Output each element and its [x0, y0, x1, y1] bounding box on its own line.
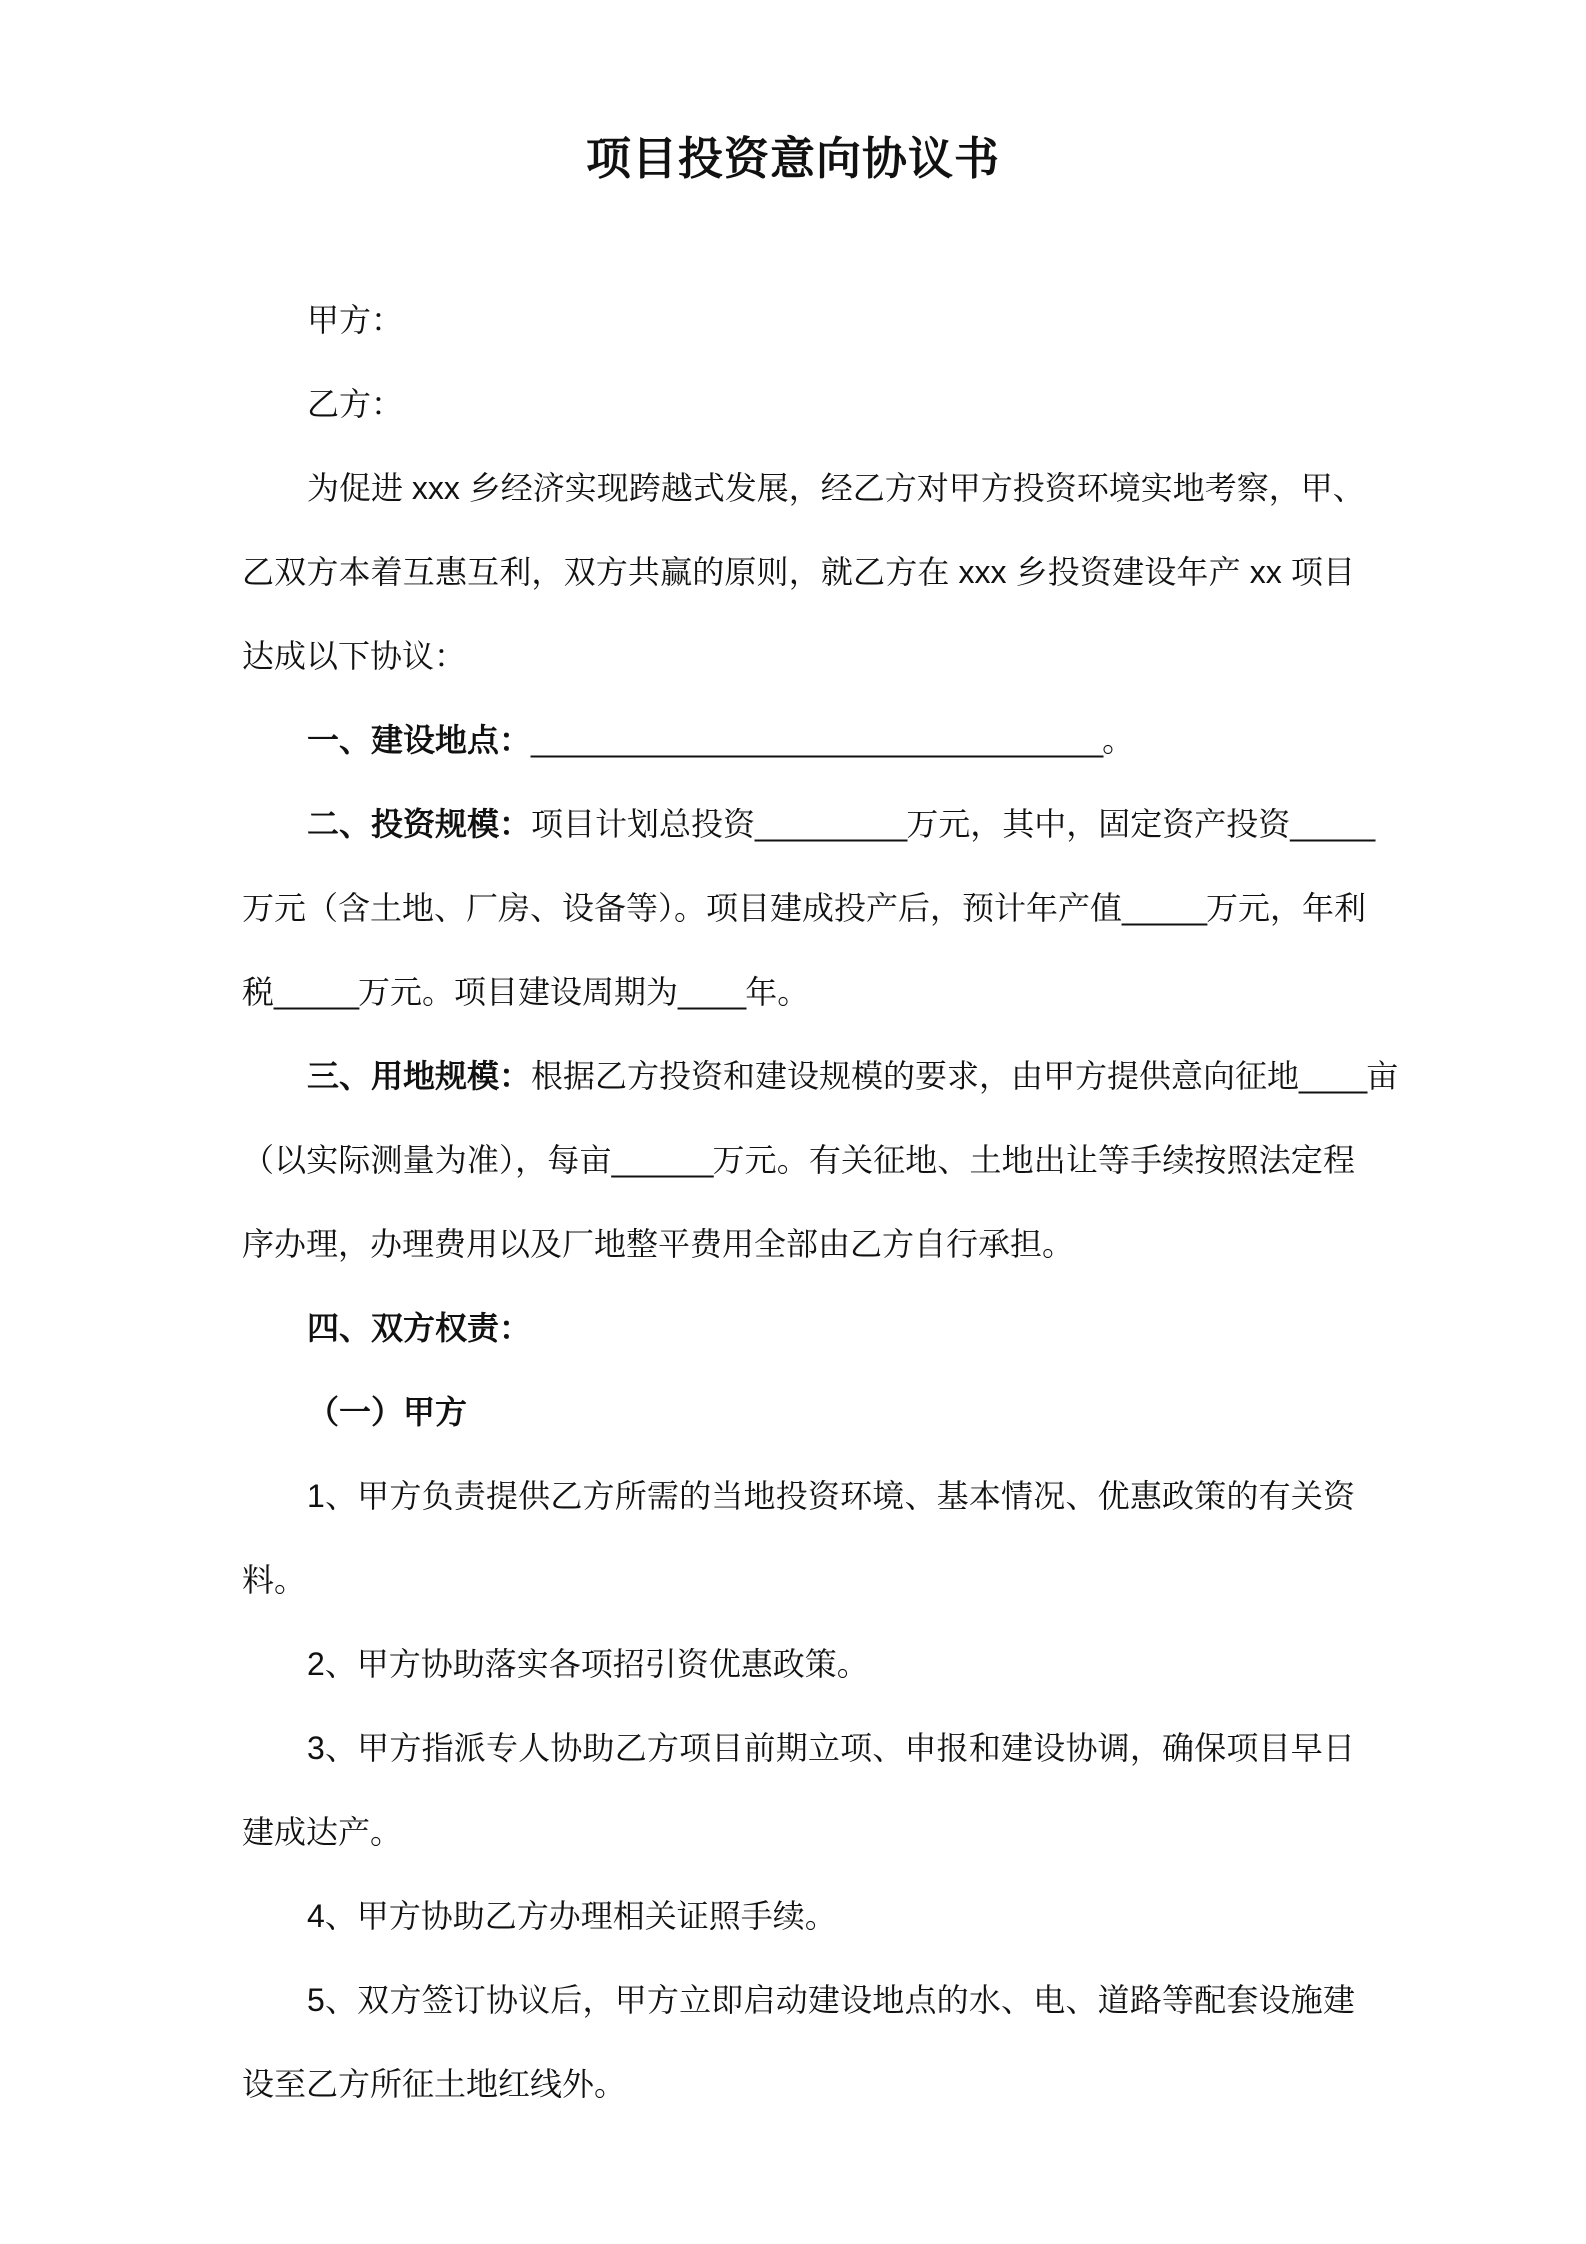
text-line — [242, 1622, 1355, 1706]
text-segment: 乙方： — [307, 386, 404, 422]
text-segment: 乙双方本着互惠互利，双方共赢的原则，就乙方在 xxx 乡投资建设年产 xx 项目 — [242, 554, 1355, 590]
fill-in-blank: __________________________________ — [531, 722, 1103, 758]
text-segment: 万元。有关征地、土地出让等手续按照法定程 — [712, 1142, 1355, 1178]
text-segment: 序办理，办理费用以及厂地整平费用全部由乙方自行承担。 — [242, 1226, 1075, 1262]
text-line — [242, 1034, 1399, 1118]
text-segment: 税 — [242, 974, 275, 1010]
section-heading: （一）甲方 — [307, 1394, 468, 1430]
document-title: 项目投资意向协议书 — [585, 133, 1000, 184]
text-segment: 万元，其中，固定资产投资 — [906, 806, 1291, 842]
text-line — [242, 1790, 1355, 1874]
text-line — [242, 1958, 1355, 2042]
text-segment: 1、甲方负责提供乙方所需的当地投资环境、基本情况、优惠政策的有关资 — [307, 1478, 1355, 1514]
text-segment: 年。 — [745, 974, 810, 1010]
text-segment: 万元（含土地、厂房、设备等）。项目建成投产后，预计年产值 — [242, 890, 1123, 926]
text-segment: 3、甲方指派专人协助乙方项目前期立项、申报和建设协调，确保项目早日 — [307, 1730, 1355, 1766]
text-segment: （以实际测量为准），每亩 — [242, 1142, 612, 1178]
text-line — [242, 530, 1355, 614]
fill-in-blank: _____ — [1290, 806, 1375, 842]
section-heading: 二、投资规模： — [307, 806, 532, 842]
text-segment: 项目计划总投资 — [531, 806, 756, 842]
fill-in-blank: _________ — [755, 806, 907, 842]
text-line — [242, 1370, 1355, 1454]
text-line — [242, 2042, 1355, 2126]
text-line — [242, 950, 1355, 1034]
text-line — [242, 698, 1355, 782]
text-segment: 料。 — [242, 1562, 307, 1598]
fill-in-blank: ____ — [678, 974, 746, 1010]
text-line — [242, 1118, 1355, 1202]
text-line — [242, 866, 1367, 950]
document-body — [242, 278, 1399, 2126]
text-segment: 为促进 xxx 乡经济实现跨越式发展，经乙方对甲方投资环境实地考察，甲、 — [307, 470, 1365, 506]
text-line — [242, 1706, 1355, 1790]
text-line — [242, 1454, 1355, 1538]
text-segment: 建成达产。 — [242, 1814, 403, 1850]
text-line — [242, 782, 1375, 866]
text-segment: 甲方： — [307, 302, 404, 338]
text-line — [242, 446, 1365, 530]
text-segment: 达成以下协议： — [242, 638, 467, 674]
text-segment: 万元，年利 — [1206, 890, 1367, 926]
text-line — [242, 614, 1355, 698]
text-line — [242, 278, 1355, 362]
text-segment: 根据乙方投资和建设规模的要求，由甲方提供意向征地 — [531, 1058, 1300, 1094]
fill-in-blank: ______ — [611, 1142, 713, 1178]
text-segment: 。 — [1102, 722, 1135, 758]
text-line — [242, 1874, 1355, 1958]
fill-in-blank: ____ — [1299, 1058, 1367, 1094]
section-heading: 一、建设地点： — [307, 722, 532, 758]
text-segment: 4、甲方协助乙方办理相关证照手续。 — [307, 1898, 837, 1934]
text-line — [242, 362, 1355, 446]
text-segment: 2、甲方协助落实各项招引资优惠政策。 — [307, 1646, 869, 1682]
text-line — [242, 1202, 1355, 1286]
section-heading: 四、双方权责： — [307, 1310, 532, 1346]
fill-in-blank: _____ — [1122, 890, 1206, 926]
text-segment: 5、双方签订协议后，甲方立即启动建设地点的水、电、道路等配套设施建 — [307, 1982, 1355, 2018]
section-heading: 三、用地规模： — [307, 1058, 532, 1094]
text-segment: 亩 — [1366, 1058, 1399, 1094]
text-segment: 设至乙方所征土地红线外。 — [242, 2066, 627, 2102]
text-segment: 万元。项目建设周期为 — [358, 974, 679, 1010]
fill-in-blank: _____ — [274, 974, 358, 1010]
text-line — [242, 1286, 1355, 1370]
text-line — [242, 1538, 1355, 1622]
